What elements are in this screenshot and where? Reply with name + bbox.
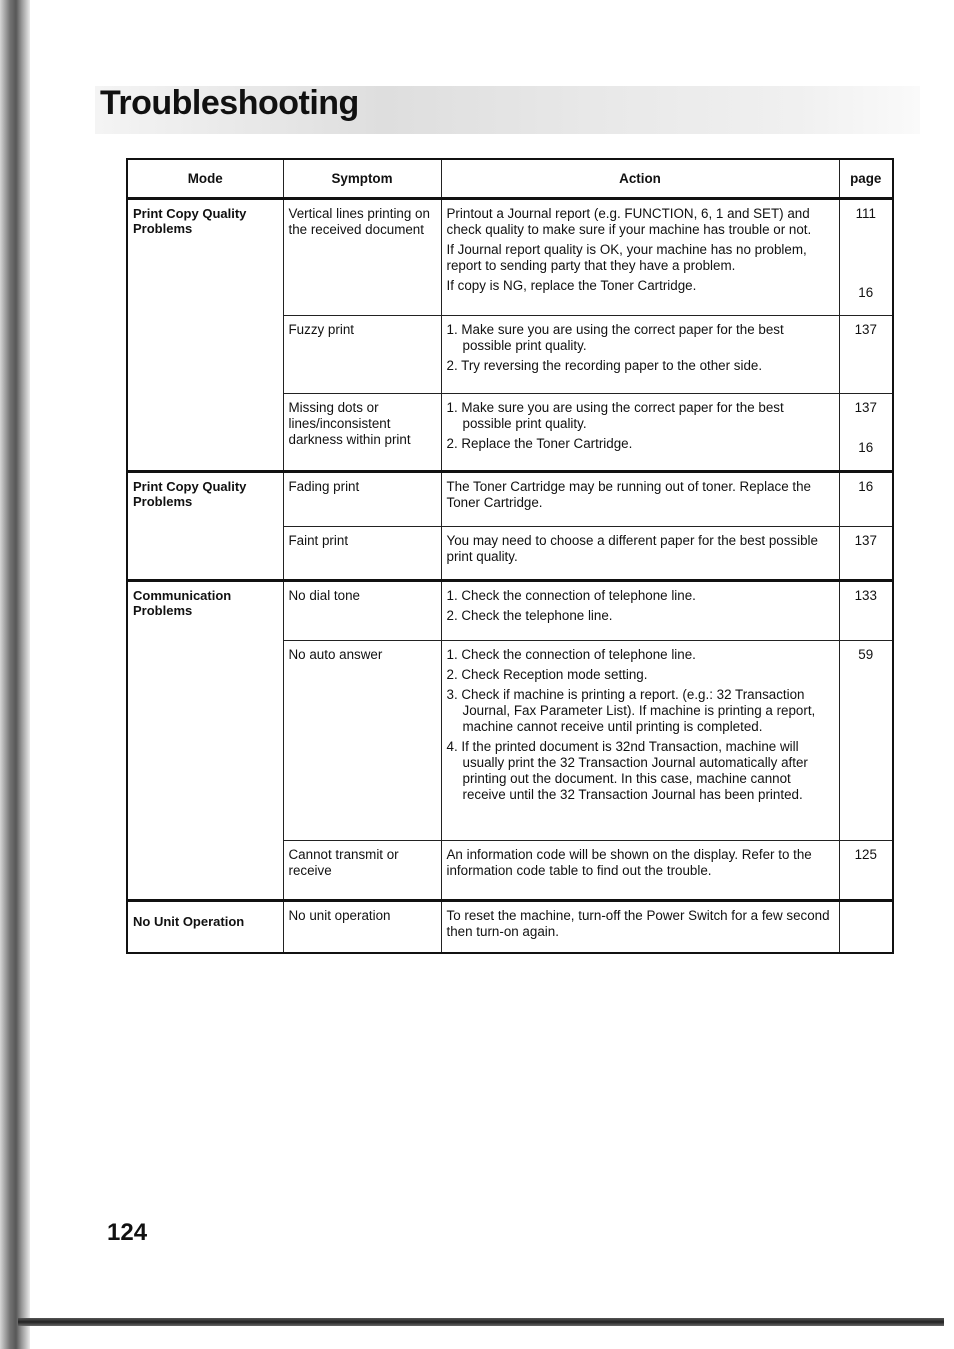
mode-cell: No Unit Operation	[127, 901, 283, 953]
mode-cell: Communication Problems	[127, 581, 283, 901]
action-step: 1. Check the connection of telephone line.	[446, 588, 696, 603]
page-ref: 137	[854, 400, 877, 415]
header-page: page	[839, 159, 893, 199]
page-ref: 16	[858, 440, 874, 455]
action-text: If Journal report quality is OK, your machine has no problem, report to sending party that they have a problem.	[446, 242, 807, 273]
page-number: 124	[107, 1219, 148, 1246]
action-cell	[441, 316, 839, 394]
action-cell	[441, 641, 839, 841]
symptom-cell: No dial tone	[283, 581, 441, 641]
action-cell	[441, 581, 839, 641]
symptom-cell: Vertical lines printing on the received document	[283, 199, 441, 316]
table-row	[127, 472, 893, 527]
action-cell: An information code will be shown on the display. Refer to the information code table to find out the trouble.	[441, 841, 839, 901]
symptom-cell: Missing dots or lines/inconsistent darkness within print	[283, 394, 441, 472]
table-row	[127, 901, 893, 953]
action-step: 1. Check the connection of telephone line.	[446, 647, 696, 662]
action-cell	[441, 394, 839, 472]
page-cell	[839, 394, 893, 472]
page-ref: 59	[858, 647, 874, 662]
mode-cell: Print Copy Quality Problems	[127, 199, 283, 472]
action-cell: You may need to choose a different paper for the best possible print quality.	[441, 527, 839, 581]
table-row	[127, 199, 893, 316]
action-step: 3. Check if machine is printing a report. (e.g.: 32 Transaction Journal, Fax Parameter List). If machine is printing a report, machine cannot receive until printing is completed.	[446, 687, 816, 734]
page-ref: 16	[858, 285, 874, 300]
action-step: 2. Replace the Toner Cartridge.	[446, 436, 633, 451]
page-cell	[839, 316, 893, 394]
page-ref: 125	[854, 847, 877, 862]
page-cell	[839, 841, 893, 901]
symptom-cell: Fading print	[283, 472, 441, 527]
header-action: Action	[441, 159, 839, 199]
action-cell: The Toner Cartridge may be running out of toner. Replace the Toner Cartridge.	[441, 472, 839, 527]
page-cell	[839, 641, 893, 841]
troubleshooting-table	[126, 158, 894, 954]
page-cell	[839, 581, 893, 641]
action-text: Printout a Journal report (e.g. FUNCTION, 6, 1 and SET) and check quality to make sure if your machine has trouble or not.	[446, 206, 812, 237]
symptom-cell: No unit operation	[283, 901, 441, 953]
header-symptom: Symptom	[283, 159, 441, 199]
table-row	[127, 581, 893, 641]
action-step: 2. Try reversing the recording paper to the other side.	[446, 358, 763, 373]
scanned-binding-edge	[0, 0, 30, 1349]
action-cell: To reset the machine, turn-off the Power Switch for a few second then turn-on again.	[441, 901, 839, 953]
page-ref: 111	[855, 206, 876, 221]
symptom-cell: No auto answer	[283, 641, 441, 841]
bottom-rule	[18, 1318, 944, 1326]
action-cell	[441, 199, 839, 316]
action-step: 2. Check the telephone line.	[446, 608, 613, 623]
action-text: If copy is NG, replace the Toner Cartridge.	[446, 278, 697, 293]
symptom-cell: Cannot transmit or receive	[283, 841, 441, 901]
action-step: 2. Check Reception mode setting.	[446, 667, 648, 682]
page-ref: 133	[854, 588, 877, 603]
page-ref: 16	[858, 479, 874, 494]
mode-cell: Print Copy Quality Problems	[127, 472, 283, 581]
symptom-cell: Faint print	[283, 527, 441, 581]
table-header-row	[127, 159, 893, 199]
page-ref: 137	[854, 533, 877, 548]
page-cell	[839, 901, 893, 953]
action-step: 1. Make sure you are using the correct paper for the best possible print quality.	[446, 400, 784, 431]
page-cell	[839, 199, 893, 316]
page-cell	[839, 527, 893, 581]
page-title: Troubleshooting	[100, 84, 359, 122]
symptom-cell: Fuzzy print	[283, 316, 441, 394]
header-mode: Mode	[127, 159, 283, 199]
page-ref: 137	[854, 322, 877, 337]
page-cell	[839, 472, 893, 527]
action-step: 4. If the printed document is 32nd Transaction, machine will usually print the 32 Transaction Journal automatically after printing out the document. In this case, machine cannot receive until the 32 Transaction Journal has been printed.	[446, 739, 808, 802]
action-step: 1. Make sure you are using the correct paper for the best possible print quality.	[446, 322, 784, 353]
